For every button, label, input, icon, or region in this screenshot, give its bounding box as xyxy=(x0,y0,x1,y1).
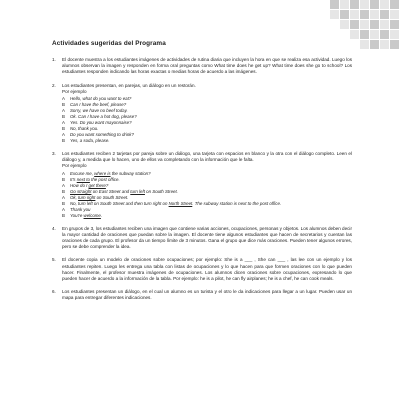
corner-grid-cell xyxy=(360,40,370,50)
activity-number: 5. xyxy=(52,257,56,263)
example-label: Por ejemplo xyxy=(62,163,87,169)
speaker-label: A xyxy=(62,182,65,188)
utterance-text: . xyxy=(100,212,103,218)
corner-grid-cell xyxy=(360,10,370,20)
activity-number: 3. xyxy=(52,151,56,157)
corner-grid-cell xyxy=(330,30,340,40)
corner-grid-cell xyxy=(380,30,390,40)
filled-blank: Go straight xyxy=(70,188,92,194)
utterance-text: on South Street. xyxy=(95,194,129,200)
corner-grid-cell xyxy=(330,20,340,30)
filled-blank: welcome xyxy=(83,212,101,218)
speaker-label: B xyxy=(62,176,65,182)
corner-grid-cell xyxy=(370,40,380,50)
activity-text: Los estudiantes reciben 2 tarjetas por pareja sobre un diálogo, una tarjeta con espacios en blanco y la otra con el diálogo completo. Leen el diálogo y, a medida que lo hacen, uno de ellos va completando con la información que le falta. xyxy=(62,151,352,163)
corner-grid-cell xyxy=(390,10,400,20)
speaker-label: A xyxy=(62,120,65,126)
corner-grid-cell xyxy=(390,40,400,50)
corner-grid-cell xyxy=(390,0,400,10)
dialogue-list xyxy=(62,171,352,219)
filled-blank: turn right xyxy=(78,194,96,200)
speaker-label: A xyxy=(62,96,65,102)
corner-grid-cell xyxy=(380,10,390,20)
speaker-label: B xyxy=(62,114,65,120)
activity-item xyxy=(52,226,352,251)
corner-grid-cell xyxy=(380,40,390,50)
speaker-label: B xyxy=(62,200,65,206)
speaker-label: A xyxy=(62,132,65,138)
activity-number: 6. xyxy=(52,289,56,295)
activity-text: El docente copia un modelo de oraciones sobre ocupaciones; por ejemplo: She is a ___ , She can ___ , las lee con un ejemplo y los estudiantes repiten. Luego les entrega una tabla con listas de ocupaciones y lo que hacen para que formen oraciones con lo que pueden hacer. Finalmente, el profesor muestra imágenes de ocupaciones. Los alumnos dicen oraciones sobre ocupaciones, expresando lo que pueden hacer de acuerdo a la información de la tabla. Por ejemplo: he is a pilot, he can fly airplanes; he is a chef, he can cook meals. xyxy=(62,257,352,282)
utterance-text: Thank you xyxy=(70,206,91,212)
speaker-label: B xyxy=(62,188,65,194)
activity-number: 1. xyxy=(52,57,56,62)
utterance-text: Excuse me, xyxy=(70,170,95,176)
corner-grid-cell xyxy=(370,0,380,10)
example-label: Por ejemplo xyxy=(62,88,87,94)
speaker-label: A xyxy=(62,206,65,212)
corner-grid-cell xyxy=(370,30,380,40)
corner-grid-cell xyxy=(360,30,370,40)
corner-grid-cell xyxy=(350,10,360,20)
corner-grid-cell xyxy=(350,30,360,40)
speaker-label: B xyxy=(62,126,65,132)
utterance-text: ? xyxy=(105,182,109,188)
dialogue-line xyxy=(62,138,352,144)
utterance-text: No, turn left on South Street and then turn right on xyxy=(70,200,169,206)
utterance-text: How do I xyxy=(70,182,89,188)
utterance xyxy=(70,213,102,219)
speaker-label: A xyxy=(62,170,65,176)
speaker-label: B xyxy=(62,102,65,108)
corner-grid-cell xyxy=(330,0,340,10)
corner-grid-cell xyxy=(390,30,400,40)
utterance-text: Sorry, we have no beef today. xyxy=(70,108,128,114)
utterance-text: Ok, xyxy=(70,194,79,200)
activity-text: Los estudiantes presentan un diálogo, en el cual un alumno es un turista y el otro le da indicaciones para llegar a un lugar. Pueden usar un mapa para entregar diferentes indicaciones. xyxy=(62,289,352,301)
utterance-text: the post office. xyxy=(89,176,120,182)
utterance-text: on East Street and xyxy=(91,188,131,194)
document-page xyxy=(52,40,352,309)
corner-grid-cell xyxy=(350,0,360,10)
activity-item xyxy=(52,289,352,301)
activity-number: 2. xyxy=(52,82,56,88)
activity-text: Los estudiantes presentan, en parejas, un diálogo en un restorán. xyxy=(62,82,196,88)
corner-grid-cell xyxy=(360,20,370,30)
utterance-text: on South Street. xyxy=(144,188,178,194)
activity-text: En grupos de 3, los estudiantes reciben una imagen que contiene varias acciones, ocupaciones, personas y objetos. Los alumnos deben decir la mayor cantidad de oraciones que puedan sobre la imagen. El docente tiene algunos estudiantes que hacen de secretarios y cuentan las oraciones de cada grupo. El profesor da un tiempo límite de 3 minutos. Gana el grupo que dice más oraciones. Pueden tener algunos errores, pero se debe comprender la idea. xyxy=(62,225,352,250)
corner-grid-cell xyxy=(390,20,400,30)
activity-item xyxy=(52,57,352,76)
activity-item xyxy=(52,257,352,282)
corner-grid-cell xyxy=(380,20,390,30)
utterance-text: Do you want something to drink? xyxy=(70,132,134,138)
utterance-text: Hello, what do you want to eat? xyxy=(70,96,132,102)
speaker-label: B xyxy=(62,138,65,144)
utterance-text: Yes, a soda, please. xyxy=(70,138,110,144)
filled-blank: get there xyxy=(88,182,106,188)
speaker-label: A xyxy=(62,108,65,114)
page-title: Actividades sugeridas del Programa xyxy=(52,40,166,47)
utterance-text: Ok. Can I have a hot dog, please? xyxy=(70,114,137,120)
activity-text: El docente muestra a los estudiantes imágenes de actividades de rutina diaria que incluyen la hora en que se realiza esa actividad. Luego los alumnos observan la imagen y responden en forma oral preguntas como What time does he get up? What time does she go to school? Los estudiantes responden indicando las horas exactas o medias horas de acuerdo a las imágenes. xyxy=(62,57,352,75)
corner-grid-cell xyxy=(340,20,350,30)
dialogue-line xyxy=(62,213,352,219)
corner-grid-cell xyxy=(380,0,390,10)
speaker-label: B xyxy=(62,212,65,218)
corner-grid-cell xyxy=(350,20,360,30)
corner-grid-cell xyxy=(330,10,340,20)
utterance-text: No, thank you. xyxy=(70,126,99,132)
utterance-text: It's xyxy=(70,176,77,182)
corner-grid-cell xyxy=(370,20,380,30)
filled-blank: North Street xyxy=(168,200,193,206)
utterance xyxy=(70,138,110,144)
utterance-text: Yes. Do you want mayonnaise? xyxy=(70,120,132,126)
filled-blank: next to xyxy=(76,176,90,182)
corner-grid-cell xyxy=(340,10,350,20)
corner-grid-cell xyxy=(340,0,350,10)
activity-number: 4. xyxy=(52,225,56,231)
filled-blank: where is xyxy=(94,170,111,176)
activities-list xyxy=(52,57,352,302)
activity-item xyxy=(52,83,352,144)
utterance-text: the subway station? xyxy=(110,170,151,176)
activity-item xyxy=(52,151,352,219)
utterance xyxy=(70,201,281,207)
filled-blank: turn left xyxy=(130,188,145,194)
speaker-label: A xyxy=(62,194,65,200)
utterance-text: You're xyxy=(70,212,84,218)
corner-grid-cell xyxy=(340,30,350,40)
corner-grid-cell xyxy=(370,10,380,20)
corner-grid-cell xyxy=(360,0,370,10)
utterance-text: . The subway station is next to the post office. xyxy=(192,200,282,206)
utterance-text: Can I have the beef, please? xyxy=(70,102,127,108)
dialogue-list xyxy=(62,96,352,144)
